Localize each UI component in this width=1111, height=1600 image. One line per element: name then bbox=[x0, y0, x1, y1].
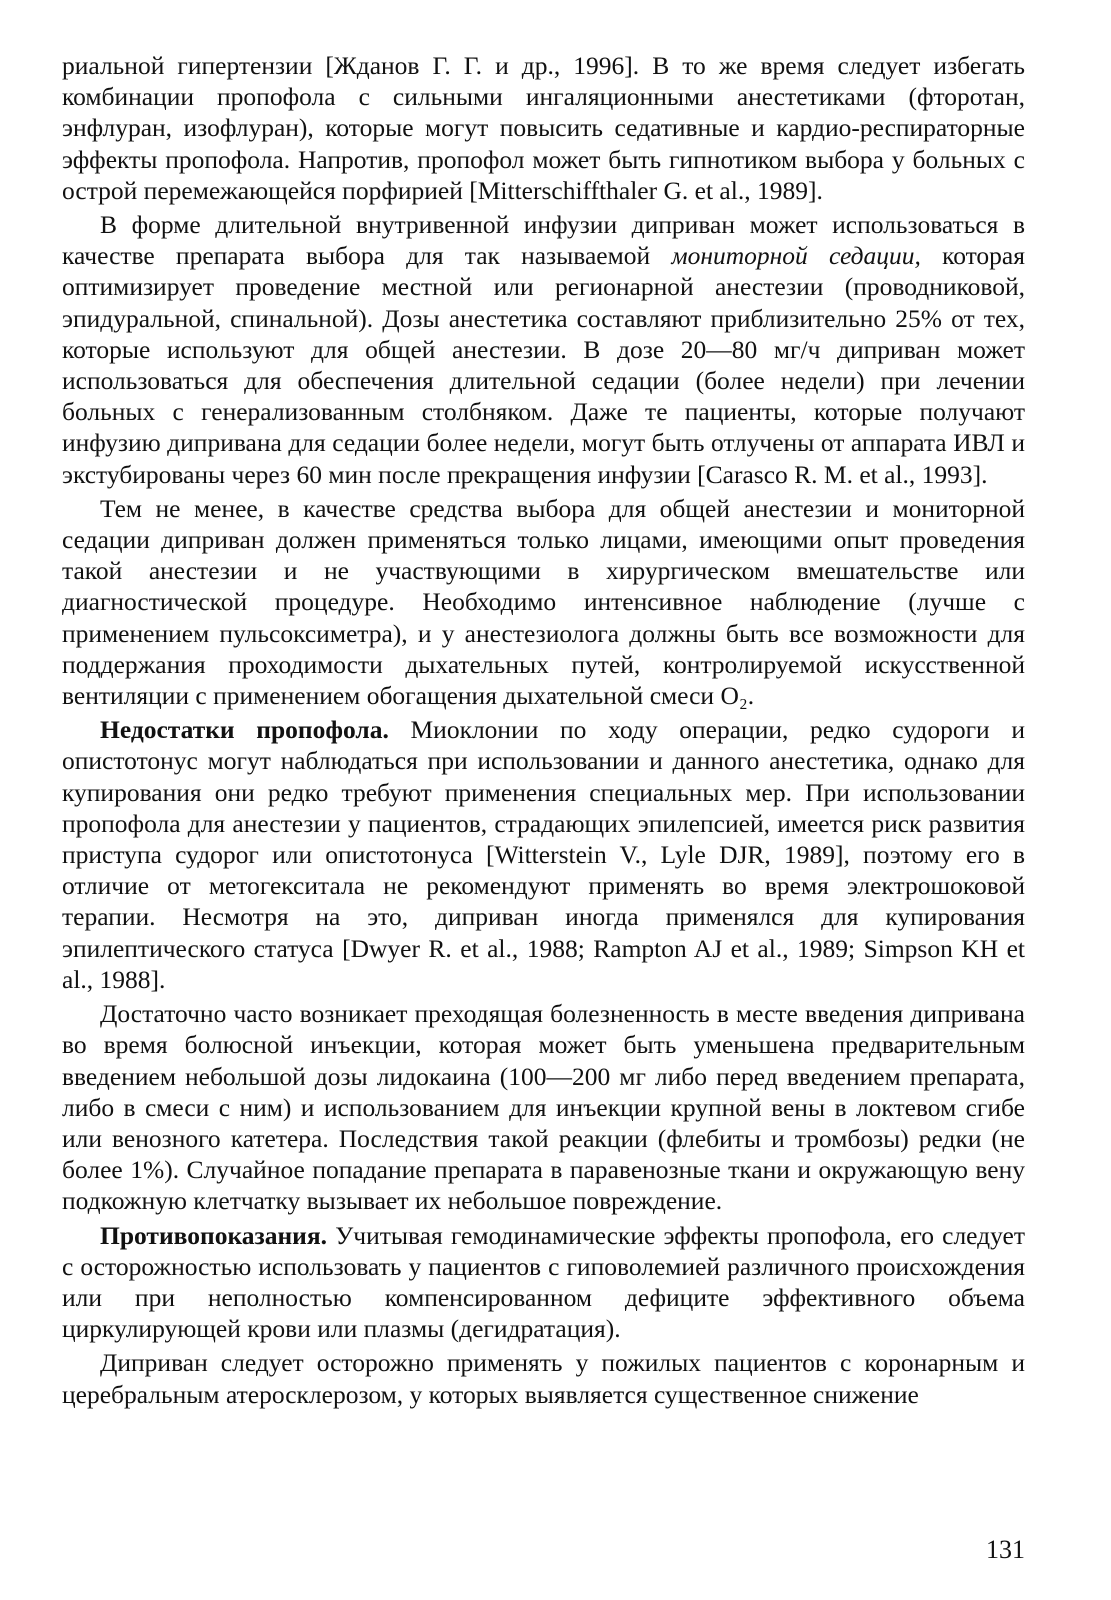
paragraph-7-text: Диприван следует осторожно применять у пожилых пациентов с коронарным и церебральным атеросклерозом, у которых выявляется существенное снижение bbox=[62, 1348, 1025, 1409]
page-number: 131 bbox=[986, 1535, 1025, 1564]
monitor-sedation-term: мониторной седации, bbox=[671, 241, 921, 271]
paragraph-1-text: риальной гипертензии [Жданов Г. Г. и др., 1996]. В то же время следует избегать комбинации пропофола с сильными ингаляционными анестетиками (фторотан, энфлуран, изофлуран), которые могут повысить седативные и кардио-респираторные эффекты пропофола. Напротив, пропофол может быть гипнотиком выбора у больных с острой перемежающейся порфирией [Mitterschiffthaler G. et al., 1989]. bbox=[62, 51, 1025, 205]
page-body bbox=[62, 50, 1025, 1413]
paragraph-2-text-a: В форме длительной внутривенной инфузии диприван может использоваться в качестве препарата выбора для так называемой bbox=[62, 210, 1025, 271]
paragraph-5 bbox=[62, 998, 1025, 1216]
paragraph-4 bbox=[62, 714, 1025, 995]
paragraph-6-text: Учитывая гемодинамические эффекты пропофола, его следует с осторожностью использовать у пациентов с гиповолемией различного происхождения или при неполностью компенсированном дефиците эффективного объема циркулирующей крови или плазмы (дегидратация). bbox=[62, 1220, 1025, 1344]
paragraph-1 bbox=[62, 50, 1025, 206]
paragraph-3 bbox=[62, 493, 1025, 711]
paragraph-2 bbox=[62, 209, 1025, 490]
section-heading-disadvantages: Недостатки пропофола. bbox=[100, 715, 389, 745]
paragraph-4-text: Миоклонии по ходу операции, редко судороги и опистотонус могут наблюдаться при использовании и данного анестетика, однако для купирования они редко требуют применения специальных мер. При использовании пропофола для анестезии у пациентов, страдающих эпилепсией, имеется риск развития приступа судорог или опистотонуса [Witterstein V., Lyle DJR, 1989], поэтому его в отличие от метогекситала не рекомендуют применять во время электрошоковой терапии. Несмотря на это, диприван иногда применялся для купирования эпилептического статуса [Dwyer R. et al., 1988; Rampton AJ et al., 1989; Simpson KH et al., 1988]. bbox=[62, 715, 1025, 994]
paragraph-7 bbox=[62, 1347, 1025, 1409]
section-heading-contraindications: Противопоказания. bbox=[100, 1220, 328, 1250]
paragraph-6 bbox=[62, 1220, 1025, 1345]
paragraph-5-text: Достаточно часто возникает преходящая болезненность в месте введения дипривана во время болюсной инъекции, которая может быть уменьшена предварительным введением небольшой дозы лидокаина (100—200 мг либо перед введением препарата, либо в смеси с ним) и использованием для инъекции крупной вены в локтевом сгибе или венозного катетера. Последствия такой реакции (флебиты и тромбозы) редки (не более 1%). Случайное попадание препарата в паравенозные ткани и окружающую вену подкожную клетчатку вызывает их небольшое повреждение. bbox=[62, 999, 1025, 1216]
paragraph-3-text: Тем не менее, в качестве средства выбора для общей анестезии и мониторной седации диприван должен применяться только лицами, имеющими опыт проведения такой анестезии и не участвующими в хирургическом вмешательстве или диагностической процедуре. Необходимо интенсивное наблюдение (лучше с применением пульсоксиметра), и у анестезиолога должны быть все возможности для поддержания проходимости дыхательных путей, контролируемой искусственной вентиляции с применением обогащения дыхательной смеси O₂. bbox=[62, 493, 1025, 711]
paragraph-2-text-b: которая оптимизирует проведение местной или регионарной анестезии (проводниковой, эпидуральной, спинальной). Дозы анестетика составляют приблизительно 25% от тех, которые используют для общей анестезии. В дозе 20—80 мг/ч диприван может использоваться для обеспечения длительной седации (более недели) при лечении больных с генерализованным столбняком. Даже те пациенты, которые получают инфузию дипривана для седации более недели, могут быть отлучены от аппарата ИВЛ и экстубированы через 60 мин после прекращения инфузии [Carasco R. M. et al., 1993]. bbox=[62, 241, 1025, 489]
